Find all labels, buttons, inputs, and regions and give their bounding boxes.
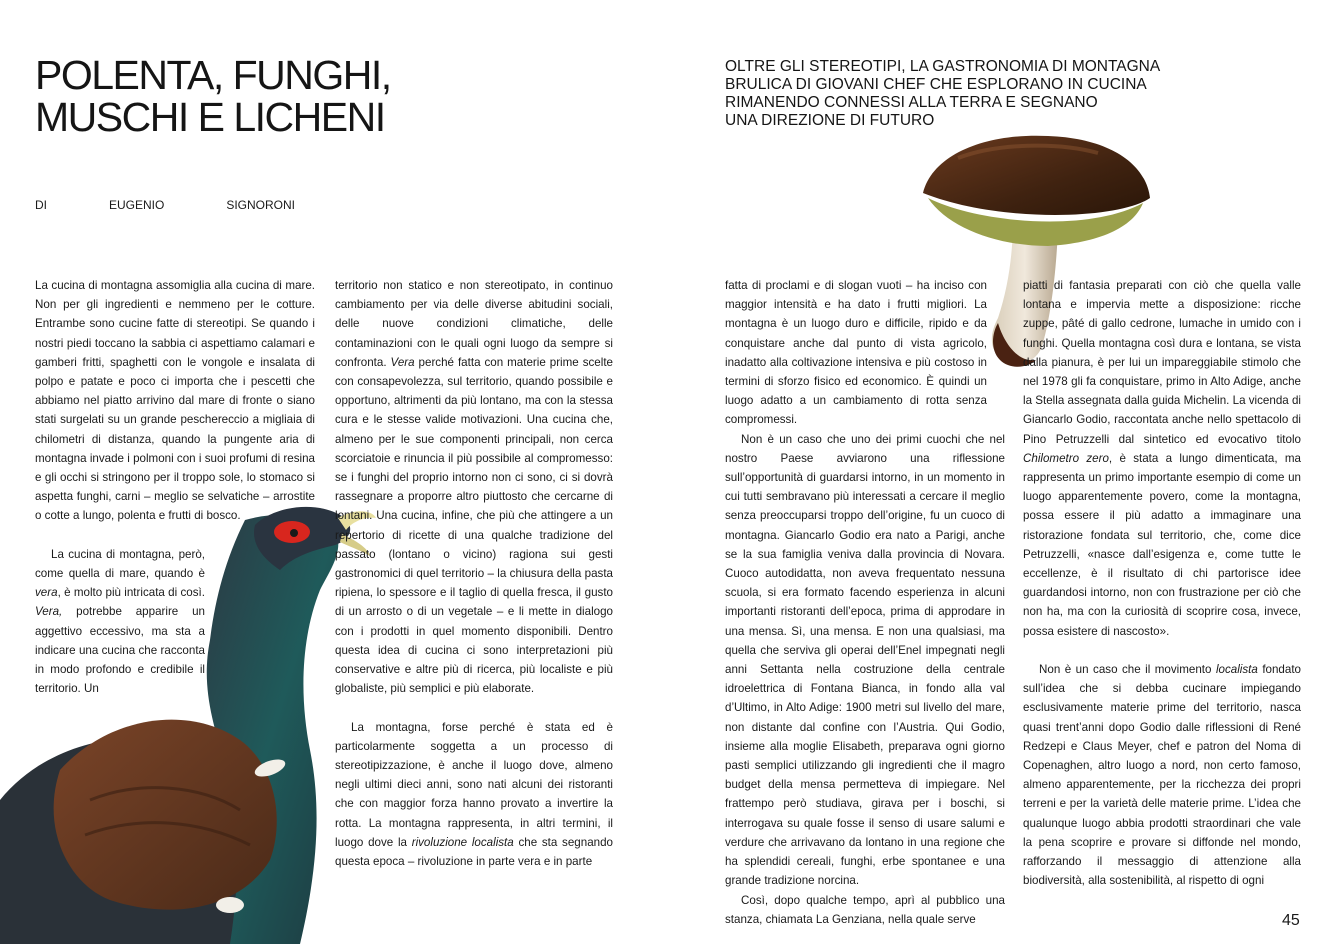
paragraph: La cucina di montagna, però, come quella di mare, quando è vera, è molto più intricata di così. Vera, potrebbe apparire un aggettivo eccessivo, ma sta a indicare una cucina che racconta in modo profondo e credibile il territorio. Un [35, 547, 205, 696]
paragraph: Così, dopo qualche tempo, aprì al pubblico una stanza, chiamata La Genziana, nella quale serve [725, 893, 1005, 926]
text-column-2 [335, 276, 613, 871]
text-column-4 [1023, 276, 1301, 890]
paragraph: Non è un caso che il movimento localista fondato sull’idea che si debba cucinare impiegando esclusivamente materie prime del territorio, nasca quasi trent’anni dopo Godio dalle riflessioni di René Redzepi e Claus Meyer, chef e patron del Noma di Copenaghen, altro luogo a nord, non certo famoso, almeno apparentemente, per la ricchezza dei propri terreni e per la varietà delle materie prime. L’idea che qualunque luogo abbia prodotti straordinari che vale la pena scoprire e provare si diffonde nel mondo, rafforzando il messaggio di attenzione alla biodiversità, alla sostenibilità, al rispetto di ogni [1023, 663, 1301, 888]
subtitle-line-3: RIMANENDO CONNESSI ALLA TERRA E SEGNANO [725, 94, 1098, 111]
subtitle-line-4: UNA DIREZIONE DI FUTURO [725, 112, 935, 129]
byline-first-name: EUGENIO [108, 198, 165, 212]
title-line-2: MUSCHI E LICHENI [35, 94, 385, 140]
article-title [35, 54, 455, 138]
text-column-1 [35, 276, 315, 698]
text-column-3 [725, 276, 1005, 929]
article-subtitle [725, 58, 1195, 130]
byline-prefix: DI [35, 198, 47, 212]
subtitle-line-1: OLTRE GLI STEREOTIPI, LA GASTRONOMIA DI MONTAGNA [725, 58, 1161, 75]
paragraph: piatti di fantasia preparati con ciò che quella valle lontana e impervia mette a disposizione: ricche zuppe, pâté di gallo cedrone, lumache in umido con i funghi. Quella montagna così dura e lontana, se vista dalla pianura, è per lui un impareggiabile stimolo che nel 1978 gli fa conquistare, primo in Alto Adige, anche la Stella assegnata dalla guida Michelin. La vicenda di Giancarlo Godio, raccontata anche nello spettacolo di Pino Petruzzelli dal sintetico ed evocativo titolo Chilometro zero, è stata a lungo dimenticata, ma rappresenta un primo importante esempio di come un luogo apparentemente povero, come la montagna, possa essere il più adatto a immaginare una ristorazione fondata sul territorio, che, come dice Petruzzelli, «nasce dall’esigenza e, come tutte le eccellenze, è il risultato di chi partorisce idee guardandosi intorno, non con frustrazione per ciò che non ha, ma con la curiosità di scoprire cosa, invece, possa esistere di nascosto». [1023, 279, 1301, 638]
paragraph: fatta di proclami e di slogan vuoti – ha inciso con maggior intensità e ha dato i frutti migliori. La montagna è un luogo duro e difficile, ripido e da conquistare anche dal punto di vista agricolo, inadatto alla coltivazione intensiva e più costoso in termini di sforzo fisico ed economico. È quindi un luogo adatto a un cambiamento di rotta senza compromessi. [725, 279, 987, 427]
byline-last-name: SIGNORONI [226, 198, 295, 212]
page-number: 45 [1282, 912, 1300, 929]
paragraph: La cucina di montagna assomiglia alla cucina di mare. Non per gli ingredienti e nemmeno per le cotture. Entrambe sono cucine fatte di stereotipi. Se quando i nostri piedi toccano la sabbia ci aspettiamo calamari e gamberi fritti, spaghetti con le vongole e insalata di polpo e patate e poco ci importa che i pescetti che abbiamo nel piatto arrivino dal mare di fronte o siano stati surgelati su un grande peschereccio a migliaia di chilometri di distanza, quando la pungente aria di montagna invade i polmoni con i suoi profumi di resina e gli occhi si stringono per il troppo sole, lo stomaco si aspetta funghi, carni – meglio se selvatiche – arrostite o cotte a lungo, polenta e frutti di bosco. [35, 279, 315, 523]
bird-wing [54, 720, 277, 910]
paragraph: territorio non statico e non stereotipato, in continuo cambiamento per via delle diverse abitudini sociali, delle nuove condizioni climatiche, delle contaminazioni con le quali ogni luogo da sempre si confronta. Vera perché fatta con materie prime scelte con consapevolezza, sul territorio, quando possibile e opportuno, altrimenti da più lontano, ma con la stessa cura e le stesse valide motivazioni. Una cucina che, almeno per le sue componenti principali, non cerca scorciatoie e rinuncia il più possibile al compromesso: se i funghi del proprio intorno non ci sono, ci si dovrà rassegnare a proporre altro piuttosto che cercarne di lontani. Una cucina, infine, che più che attingere a un repertorio di ricette di una qualche tradizione del passato (lontano o vicino) ragiona sui gesti gastronomici di quel territorio – la chiusura della pasta ripiena, lo spessore e il taglio di quella fresca, il gusto di un arrosto o di un vegetale – e li mette in dialogo con i prodotti in quel momento disponibili. Dentro questa idea di cucina ci sono interpretazioni più conservative e altre più di ricerca, più localiste e più globaliste, più semplici e più elaborate. [335, 279, 613, 696]
subtitle-line-2: BRULICA DI GIOVANI CHEF CHE ESPLORANO IN CUCINA [725, 76, 1147, 93]
paragraph: Non è un caso che uno dei primi cuochi che nel nostro Paese avviarono una riflessione sull’opportunità di guardarsi intorno, in un momento in cui tutti sembravano più interessati a cercare il meglio senza preoccuparsi troppo dell’origine, fu un cuoco di montagna. Giancarlo Godio era nato a Parigi, anche se la sua famiglia veniva dalla provincia di Novara. Cuoco autodidatta, non aveva frequentato nessuna scuola, si era formato facendo esperienza in alcuni importanti ristoranti dell’epoca, prima di approdare in una mensa. Sì, una mensa. E non una qualsiasi, ma quella che serviva gli operai dell’Enel impegnati negli anni Settanta nella costruzione della centrale idroelettrica di Fontana Bianca, in fondo alla val d’Ultimo, in Alto Adige: 1900 metri sul livello del mare, non distante dal confine con l’Austria. Qui Godio, insieme alla moglie Elisabeth, preparava ogni giorno pasti semplici utilizzando gli ingredienti che il magro budget della mensa permetteva di impiegare. Nel frattempo però studiava, girava per i boschi, si interrogava su quale fosse il senso di usare salumi e verdure che arrivavano da lontano in una regione che ha splendidi cereali, funghi, erbe spontanee e una grande tradizione norcina. [725, 432, 1005, 888]
paragraph: La montagna, forse perché è stata ed è particolarmente soggetta a un processo di stereotipizzazione, è anche il luogo dove, almeno negli ultimi dieci anni, sono nati alcuni dei ristoranti che con maggior forza hanno provato a invertire la rotta. La montagna rappresenta, in altri termini, il luogo dove la rivoluzione localista che sta segnando questa epoca – rivoluzione in parte vera e in parte [335, 720, 613, 869]
byline [35, 198, 295, 212]
title-line-1: POLENTA, FUNGHI, [35, 52, 391, 98]
